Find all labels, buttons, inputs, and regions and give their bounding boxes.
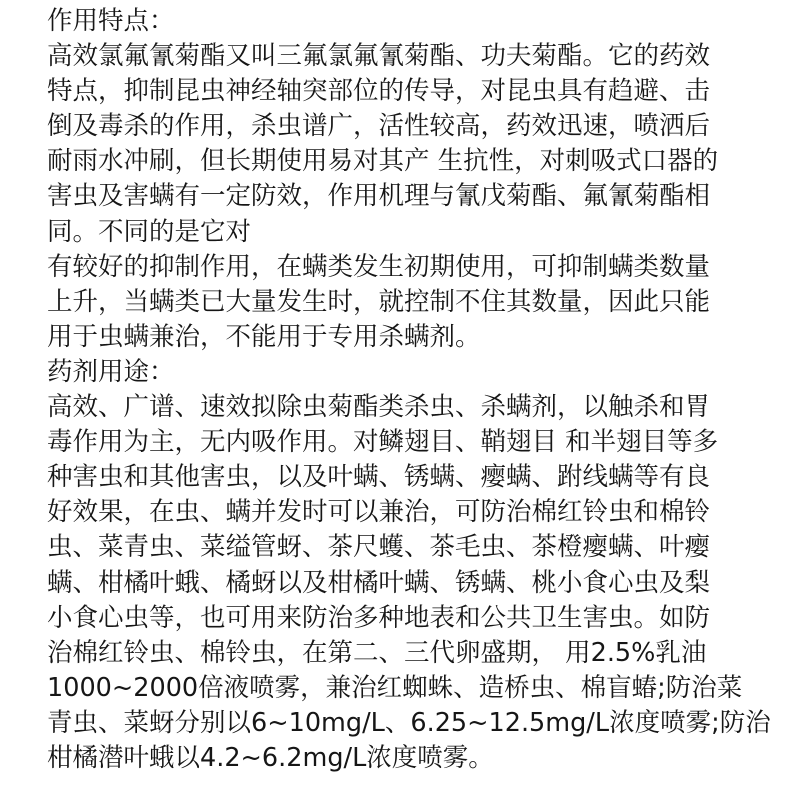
- text-line: 上升，当螨类已大量发生时，就控制不住其数量，因此只能: [47, 286, 711, 317]
- section-heading-usage: 药剂用途：: [47, 356, 175, 387]
- text-line: 同。不同的是它对: [47, 216, 252, 247]
- text-line: 青虫、菜蚜分别以6~10mg/L、6.25~12.5mg/L浓度喷雾;防治: [47, 707, 771, 738]
- text-line: 小食心虫等，也可用来防治多种地表和公共卫生害虫。如防: [47, 602, 711, 633]
- section-heading-features: 作用特点：: [47, 6, 175, 36]
- text-line: 害虫及害螨有一定防效，作用机理与氰戊菊酯、氟氰菊酯相: [47, 181, 711, 212]
- document-text: [47, 0, 792, 776]
- text-line: 种害虫和其他害虫，以及叶螨、锈螨、瘿螨、跗线螨等有良: [47, 462, 711, 493]
- text-line: 有较好的抑制作用，在螨类发生初期使用，可抑制螨类数量: [47, 251, 711, 282]
- text-line: 治棉红铃虫、棉铃虫，在第二、三代卵盛期， 用2.5%乳油: [47, 637, 707, 668]
- text-line: 虫、菜青虫、菜缢管蚜、茶尺蠖、茶毛虫、茶橙瘿螨、叶瘿: [47, 532, 711, 563]
- text-line: 高效、广谱、速效拟除虫菊酯类杀虫、杀螨剂，以触杀和胃: [47, 392, 711, 423]
- text-line: 1000~2000倍液喷雾，兼治红蜘蛛、造桥虫、棉盲蝽;防治菜: [47, 672, 743, 703]
- text-line: 倒及毒杀的作用，杀虫谱广，活性较高，药效迅速，喷洒后: [47, 111, 711, 142]
- text-line: 好效果，在虫、螨并发时可以兼治，可防治棉红铃虫和棉铃: [47, 497, 711, 528]
- text-line: 用于虫螨兼治，不能用于专用杀螨剂。: [47, 321, 481, 352]
- text-line: 耐雨水冲刷，但长期使用易对其产 生抗性，对刺吸式口器的: [47, 146, 719, 177]
- text-line: 螨、柑橘叶蛾、橘蚜以及柑橘叶螨、锈螨、桃小食心虫及梨: [47, 567, 711, 598]
- text-line: 高效氯氟氰菊酯又叫三氟氯氟氰菊酯、功夫菊酯。它的药效: [47, 41, 711, 72]
- text-line: 特点，抑制昆虫神经轴突部位的传导，对昆虫具有趋避、击: [47, 76, 711, 107]
- text-line: 柑橘潜叶蛾以4.2~6.2mg/L浓度喷雾。: [47, 742, 494, 773]
- text-line: 毒作用为主，无内吸作用。对鳞翅目、鞘翅目 和半翅目等多: [47, 427, 719, 458]
